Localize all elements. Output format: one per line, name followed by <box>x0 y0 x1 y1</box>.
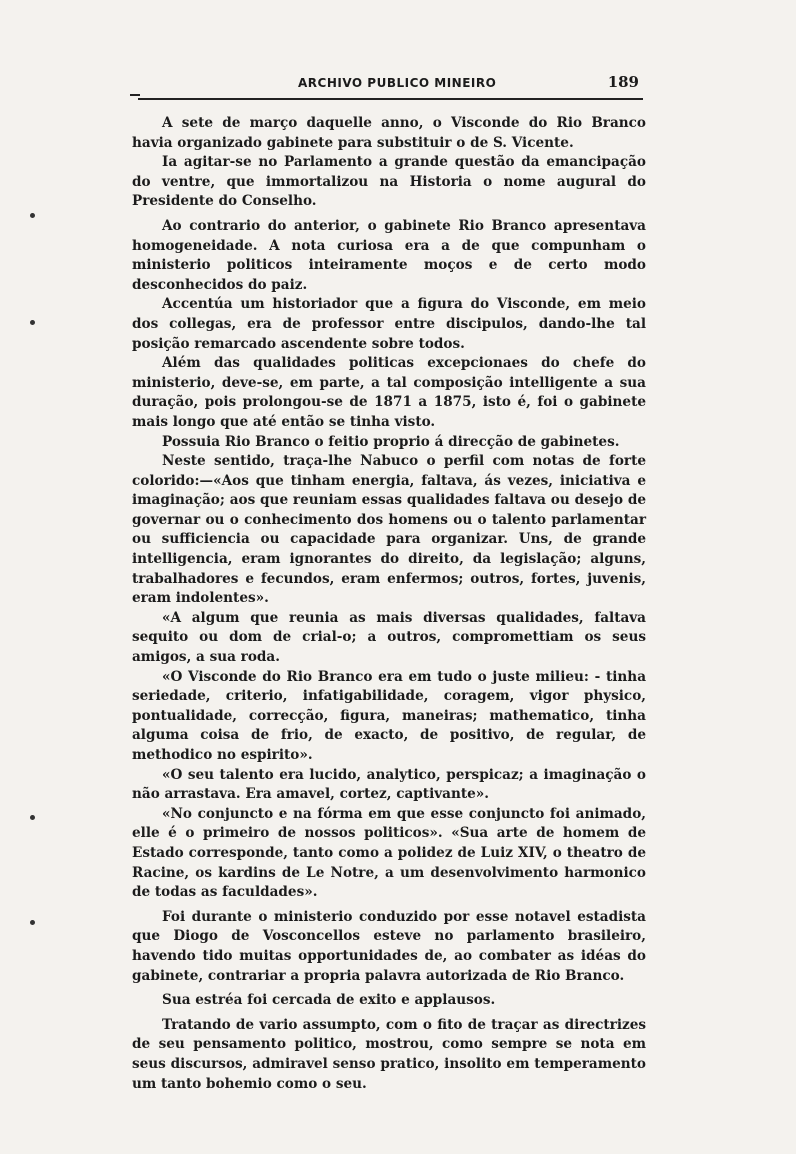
paragraph: «A algum que reunia as mais diversas qualidades, faltava sequito ou dom de crial-o; a outros, compromettiam os seus amigos, a sua roda. <box>132 609 646 666</box>
paragraph: «O Visconde do Rio Branco era em tudo o juste milieu: - tinha seriedade, criterio, infatigabilidade, coragem, vigor physico, pontualidade, correcção, figura, maneiras; mathematico, tinha alguma coisa de frio, de exacto, de positivo, de regular, de methodico no espirito». <box>132 668 646 763</box>
paragraph: Ia agitar-se no Parlamento a grande questão da emancipação do ventre, que immortalizou na Historia o nome augural do Presidente do Conselho. <box>132 154 646 210</box>
paragraph: A sete de março daquelle anno, o Visconde do Rio Branco havia organizado gabinete para substituir o de S. Vicente. <box>132 115 646 151</box>
running-header <box>138 74 643 100</box>
paragraph: «O seu talento era lucido, analytico, perspicaz; a imaginação o não arrastava. Era amavel, cortez, captivante». <box>132 766 646 803</box>
paragraph: Ao contrario do anterior, o gabinete Rio Branco apresentava homogeneidade. A nota curiosa era a de que compunham o ministerio politicos inteiramente moços e de certo modo desconhecidos do paiz. <box>132 217 646 293</box>
paragraph: Sua estréa foi cercada de exito e applausos. <box>162 992 496 1009</box>
page-number: 189 <box>607 73 639 91</box>
paragraph: Foi durante o ministerio conduzido por esse notavel estadista que Diogo de Vosconcellos esteve no parlamento brasileiro, havendo tido muitas opportunidades de, ao combater as idéas do gabinete, contrariar a propria palavra autorizada de Rio Branco. <box>132 908 646 984</box>
paragraph: «No conjuncto e na fórma em que esse conjuncto foi animado, elle é o primeiro de nossos politicos». «Sua arte de homem de Estado corresponde, tanto como a polidez de Luiz XIV, o theatro de Racine, os kardins de Le Notre, a um desenvolvimento harmonico de todas as faculdades». <box>132 805 646 901</box>
paragraph: Neste sentido, traça-lhe Nabuco o perfil com notas de forte colorido:—«Aos que tinham energia, faltava, ás vezes, iniciativa e imaginação; aos que reuniam essas qualidades faltava ou desejo de governar ou o conhecimento dos homens ou o talento parlamentar ou sufficiencia ou capacidade para organizar. Uns, de grande intelligencia, eram ignorantes do direito, da legislação; alguns, trabalhadores e fecundos, eram enfermos; outros, fortes, juvenis, eram indolentes». <box>132 453 646 607</box>
header-title: ARCHIVO PUBLICO MINEIRO <box>298 76 497 90</box>
paragraph: Tratando de vario assumpto, com o fito de traçar as directrizes de seu pensamento politico, mostrou, como sempre se nota em seus discursos, admiravel senso pratico, insolito em temperamento um tanto bohemio como o seu. <box>132 1016 646 1092</box>
margin-dot <box>30 213 35 218</box>
body-text <box>132 114 646 1094</box>
paragraph: Além das qualidades politicas excepcionaes do chefe do ministerio, deve-se, em parte, a tal composição intelligente a sua duração, pois prolongou-se de 1871 a 1875, isto é, foi o gabinete mais longo que até então se tinha visto. <box>132 355 646 430</box>
margin-dot <box>30 920 35 925</box>
margin-dot <box>30 320 35 325</box>
paragraph: Accentúa um historiador que a figura do Visconde, em meio dos collegas, era de professor entre discipulos, dando-lhe tal posição remarcado ascendente sobre todos. <box>132 296 646 352</box>
margin-dot <box>30 815 35 820</box>
paragraph: Possuia Rio Branco o feitio proprio á direcção de gabinetes. <box>162 433 620 450</box>
